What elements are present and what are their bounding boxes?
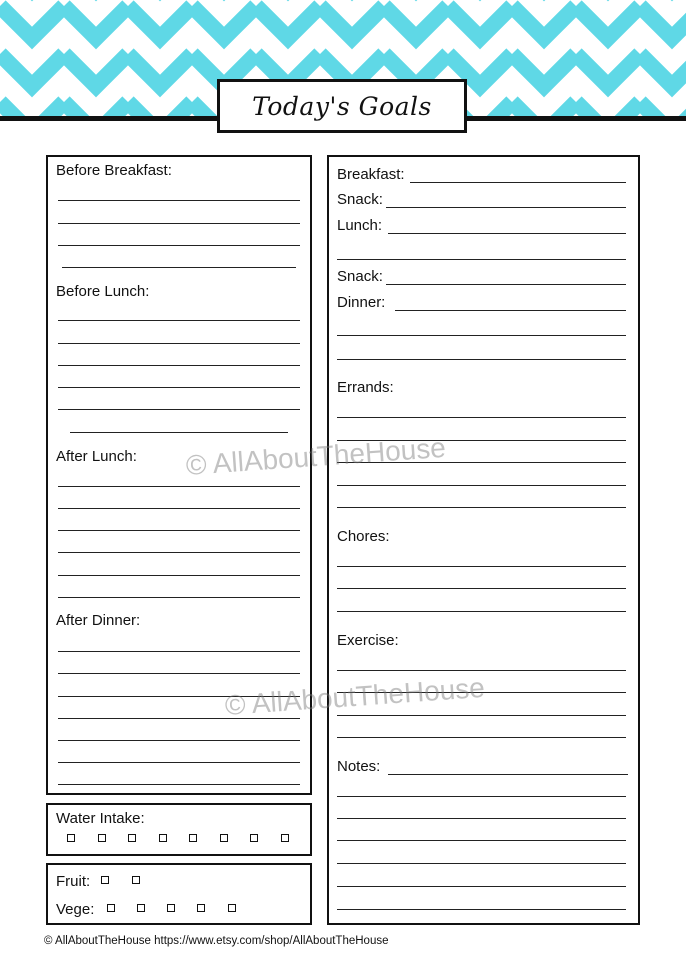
- notes-line: [388, 774, 628, 775]
- vege-checkbox[interactable]: [167, 904, 175, 912]
- water-intake-label: Water Intake:: [56, 810, 145, 827]
- writing-line: [337, 588, 626, 589]
- writing-line: [337, 796, 626, 797]
- water-checkbox[interactable]: [220, 834, 228, 842]
- after-lunch-label: After Lunch:: [56, 448, 137, 465]
- writing-line: [337, 462, 626, 463]
- writing-line: [337, 359, 626, 360]
- fruit-checkbox[interactable]: [132, 876, 140, 884]
- water-checkbox[interactable]: [189, 834, 197, 842]
- writing-line: [337, 909, 626, 910]
- dinner-line: [395, 310, 626, 311]
- writing-line: [337, 818, 626, 819]
- after-dinner-label: After Dinner:: [56, 612, 141, 629]
- writing-line: [337, 670, 626, 671]
- writing-line: [58, 552, 300, 553]
- writing-line: [58, 365, 300, 366]
- writing-line: [337, 566, 626, 567]
- snack-line-2: [386, 284, 626, 285]
- writing-line: [58, 223, 300, 224]
- writing-line: [58, 575, 300, 576]
- writing-line: [337, 692, 626, 693]
- vege-label: Vege:: [56, 901, 95, 918]
- lunch-line: [388, 233, 626, 234]
- writing-line: [337, 440, 626, 441]
- writing-line: [58, 245, 300, 246]
- lunch-label: Lunch:: [337, 217, 383, 234]
- title-box: [217, 79, 467, 133]
- writing-line: [58, 696, 300, 697]
- fruit-label: Fruit:: [56, 873, 91, 890]
- vege-checkbox[interactable]: [228, 904, 236, 912]
- writing-line: [58, 486, 300, 487]
- writing-line: [337, 886, 626, 887]
- writing-line: [58, 200, 300, 201]
- writing-line: [58, 784, 300, 785]
- copyright-watermark: © AllAboutTheHouse: [223, 671, 486, 721]
- errands-label: Errands:: [337, 379, 394, 396]
- vege-checkbox[interactable]: [107, 904, 115, 912]
- writing-line: [58, 343, 300, 344]
- chores-label: Chores:: [337, 528, 390, 545]
- schedule-panel: [46, 155, 312, 795]
- writing-line: [58, 530, 300, 531]
- writing-line: [337, 863, 626, 864]
- notes-label: Notes:: [337, 758, 381, 775]
- writing-line: [337, 335, 626, 336]
- vege-checkbox[interactable]: [197, 904, 205, 912]
- writing-line: [58, 597, 300, 598]
- copyright-watermark: © AllAboutTheHouse: [184, 431, 447, 481]
- water-checkbox[interactable]: [281, 834, 289, 842]
- writing-line: [58, 508, 300, 509]
- writing-line: [337, 611, 626, 612]
- water-checkbox[interactable]: [67, 834, 75, 842]
- vege-checkbox[interactable]: [137, 904, 145, 912]
- writing-line: [58, 651, 300, 652]
- snack-label: Snack:: [337, 191, 383, 208]
- writing-line: [337, 507, 626, 508]
- breakfast-line: [410, 182, 626, 183]
- water-checkbox[interactable]: [159, 834, 167, 842]
- writing-line: [337, 737, 626, 738]
- writing-line: [58, 387, 300, 388]
- writing-line: [58, 409, 300, 410]
- breakfast-label: Breakfast:: [337, 166, 405, 183]
- water-checkbox[interactable]: [250, 834, 258, 842]
- before-lunch-label: Before Lunch:: [56, 283, 150, 300]
- writing-line: [62, 267, 296, 268]
- water-checkbox[interactable]: [128, 834, 136, 842]
- snack-line: [386, 207, 626, 208]
- writing-line: [58, 673, 300, 674]
- writing-line: [337, 417, 626, 418]
- writing-line: [337, 715, 626, 716]
- snack-label-2: Snack:: [337, 268, 383, 285]
- writing-line: [337, 485, 626, 486]
- dinner-label: Dinner:: [337, 294, 386, 311]
- writing-line: [70, 432, 288, 433]
- writing-line: [337, 259, 626, 260]
- writing-line: [58, 718, 300, 719]
- fruit-checkbox[interactable]: [101, 876, 109, 884]
- exercise-label: Exercise:: [337, 632, 399, 649]
- water-checkbox[interactable]: [98, 834, 106, 842]
- writing-line: [58, 320, 300, 321]
- writing-line: [58, 740, 300, 741]
- writing-line: [58, 762, 300, 763]
- writing-line: [337, 840, 626, 841]
- footer-credit: © AllAboutTheHouse https://www.etsy.com/shop/AllAboutTheHouse: [44, 935, 389, 947]
- page-title: Today's Goals: [252, 91, 432, 121]
- before-breakfast-label: Before Breakfast:: [56, 162, 172, 179]
